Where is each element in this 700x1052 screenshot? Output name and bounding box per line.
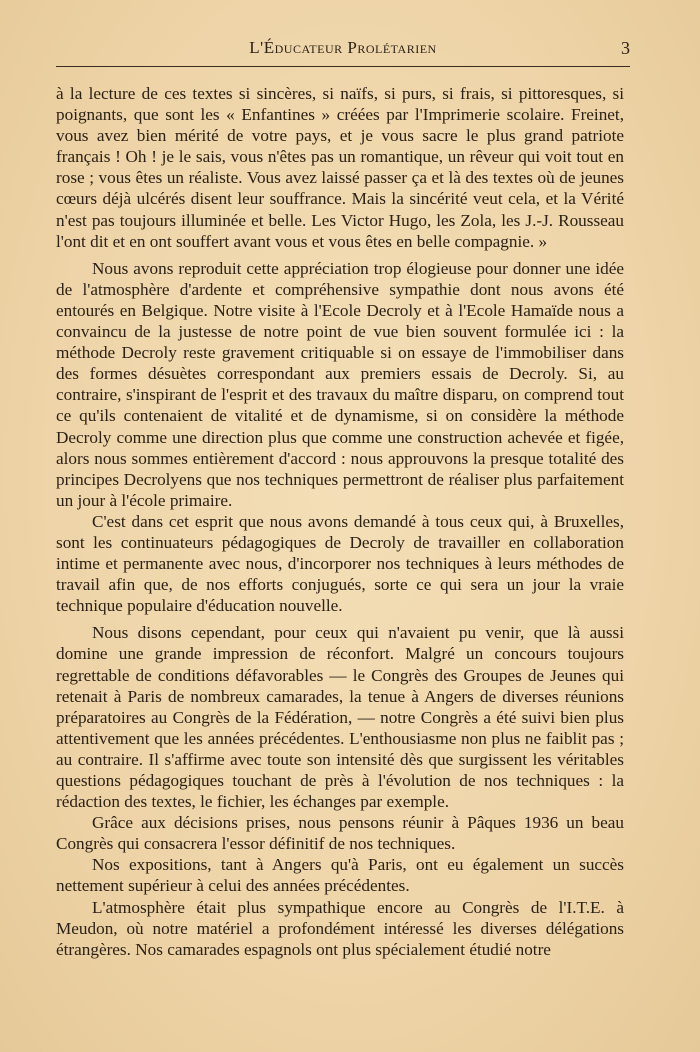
paragraph-5: Grâce aux décisions prises, nous pensons réunir à Pâques 1936 un beau Congrès qui consacrera l'essor définitif de nos techniques. (56, 813, 624, 854)
paragraph-7: L'atmosphère était plus sympathique encore au Congrès de l'I.T.E. à Meudon, où notre matériel a profondément intéressé les diverses délégations étrangères. Nos camarades espagnols ont plus spécialement étudié notre (56, 897, 624, 959)
paragraph-6: Nos expositions, tant à Angers qu'à Paris, ont eu également un succès nettement supérieur à celui des années précédentes. (56, 855, 624, 896)
paragraph-3: C'est dans cet esprit que nous avons demandé à tous ceux qui, à Bruxelles, sont les continuateurs pédagogiques de Decroly de travailler en collaboration intime et permanente avec nous, d'incorporer nos techniques à leurs méthodes de travail afin que, de nos efforts conjugués, sorte ce qui sera un jour la vraie technique populaire d'éducation nouvelle. (56, 511, 624, 616)
body-text (56, 83, 624, 960)
header-rule (56, 66, 630, 67)
paragraph-2: Nous avons reproduit cette appréciation trop élogieuse pour donner une idée de l'atmosphère d'ardente et compréhensive sympathie dont nous avons été entourés en Belgique. Notre visite à l'Ecole Decroly et à l'Ecole Hamaïde nous a convaincu de la justesse de notre point de vue bien souvent formulée ici : la méthode Decroly reste gravement critiquable si on essaye de l'immobiliser dans des formes désuètes correspondant aux premiers essais de Decroly. Si, au contraire, s'inspirant de l'esprit et des travaux du maître disparu, on comprend tout ce qu'ils contenaient de vitalité et de dynamisme, si on considère la méthode Decroly comme une direction plus que comme une construction achevée et figée, alors nous sommes entièrement d'accord : nous approuvons la presque totalité des principes Decrolyens que nos techniques permettront de réaliser plus parfaitement un jour à l'école primaire. (56, 258, 624, 510)
page-header (56, 38, 630, 62)
running-title: L'Éducateur Prolétarien (249, 38, 437, 57)
page-number: 3 (621, 38, 630, 58)
paragraph-4: Nous disons cependant, pour ceux qui n'avaient pu venir, que là aussi domine une grande impression de réconfort. Malgré un concours toujours regrettable de conditions défavorables — le Congrès des Groupes de Jeunes qui retenait à Paris de nombreux camarades, la tenue à Angers de diverses réunions préparatoires au Congrès de la Fédération, — notre Congrès a été suivi bien plus attentivement que les années précédentes. L'enthousiasme non plus ne faiblit pas ; au contraire. Il s'affirme avec toute son intensité dès que surgissent les véritables questions pédagogiques touchant de près à l'évolution de nos techniques : la rédaction des textes, le fichier, les échanges par exemple. (56, 623, 624, 812)
paragraph-1: à la lecture de ces textes si sincères, si naïfs, si purs, si frais, si pittoresques, si poignants, que sont les « Enfantines » créées par l'Imprimerie scolaire. Freinet, vous avez bien mérité de votre pays, et je vous sacre le plus grand patriote français ! Oh ! je le sais, vous n'êtes pas un romantique, un rêveur qui voit tout en rose ; vous êtes un réaliste. Vous avez laissé passer ça et là des textes où de jeunes cœurs déjà ulcérés disent leur souffrance. Mais la sincérité veut cela, et la Vérité n'est pas toujours illuminée et belle. Les Victor Hugo, les Zola, les J.-J. Rousseau l'ont dit et en ont souffert avant vous et vous êtes en belle compagnie. » (56, 84, 624, 251)
